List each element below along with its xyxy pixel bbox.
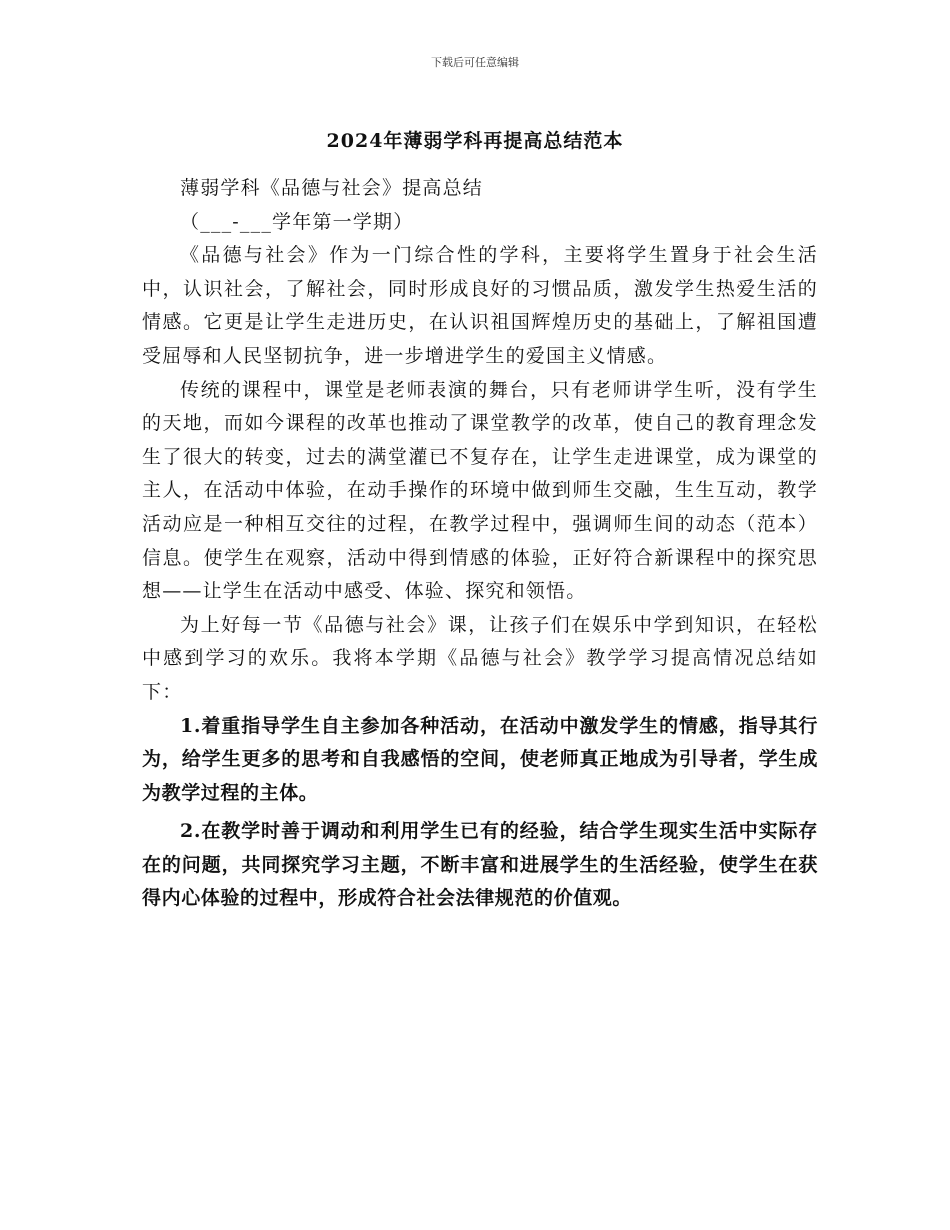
point-2: 2.在教学时善于调动和利用学生已有的经验，结合学生现实生活中实际存在的问题，共同探究学习主题，不断丰富和进展学生的生活经验，使学生在获得内心体验的过程中，形成符合社会法律规范的价值观。 xyxy=(142,820,818,910)
paragraph-summary-lead: 为上好每一节《品德与社会》课，让孩子们在娱乐中学到知识，在轻松中感到学习的欢乐。我将本学期《品德与社会》教学学习提高情况总结如下： xyxy=(142,613,818,703)
header-note: 下载后可任意编辑 xyxy=(431,56,519,69)
paragraph-intro: 《品德与社会》作为一门综合性的学科，主要将学生置身于社会生活中，认识社会，了解社会，同时形成良好的习惯品质，激发学生热爱生活的情感。它更是让学生走进历史，在认识祖国辉煌历史的基础上，了解祖国遭受屈辱和人民坚韧抗争，进一步增进学生的爱国主义情感。 xyxy=(142,244,818,367)
document-title: 2024年薄弱学科再提高总结范本 xyxy=(326,130,624,152)
paragraph-traditional-course: 传统的课程中，课堂是老师表演的舞台，只有老师讲学生听，没有学生的天地，而如今课程的改革也推动了课堂教学的改革，使自己的教育理念发生了很大的转变，过去的满堂灌已不复存在，让学生走进课堂，成为课堂的主人，在活动中体验，在动手操作的环境中做到师生交融，生生互动，教学活动应是一种相互交往的过程，在教学过程中，强调师生间的动态（范本）信息。使学生在观察，活动中得到情感的体验，正好符合新课程中的探究思想——让学生在活动中感受、体验、探究和领悟。 xyxy=(142,378,818,603)
term-line: （___-___学年第一学期） xyxy=(180,210,414,233)
subtitle: 薄弱学科《品德与社会》提高总结 xyxy=(180,177,484,199)
document-body xyxy=(142,172,818,916)
point-1: 1.着重指导学生自主参加各种活动，在活动中激发学生的情感，指导其行为，给学生更多的思考和自我感悟的空间，使老师真正地成为引导者，学生成为教学过程的主体。 xyxy=(142,714,818,804)
